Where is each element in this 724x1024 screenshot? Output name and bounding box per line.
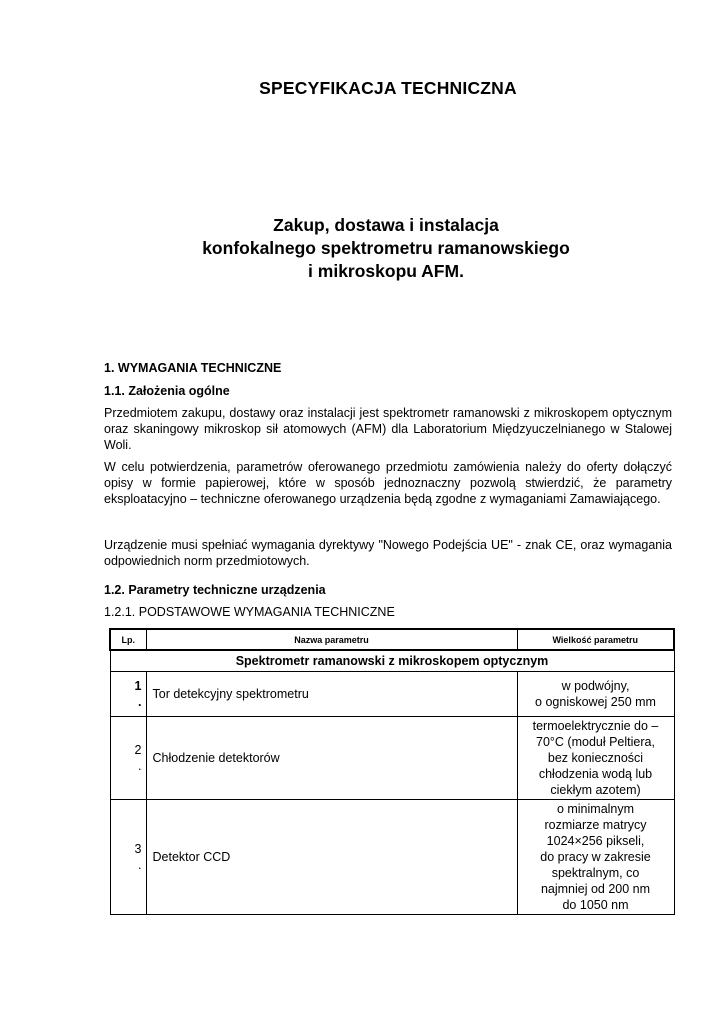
header-parameter-value: Wielkość parametru — [517, 629, 674, 650]
paragraph-confirmation: W celu potwierdzenia, parametrów oferowanego przedmiotu zamówienia należy do oferty dołączyć opisy w formie papierowej, które w sposób jednoznaczny pozwolą stwierdzić, że parametry eksploatacyjno – techniczne oferowanego urządzenia będą zgodne z wymaganiami Zamawiającego. — [104, 460, 672, 506]
document-subtitle — [0, 214, 724, 283]
table-section-row — [110, 650, 674, 672]
row-number: 3 . — [110, 800, 146, 915]
table-row — [110, 800, 674, 915]
subtitle-line-2: konfokalnego spektrometru ramanowskiego — [202, 238, 570, 258]
table-header-row — [110, 629, 674, 650]
row-number: 2 . — [110, 717, 146, 800]
section-1-heading: 1. WYMAGANIA TECHNICZNE — [104, 361, 282, 375]
table-row — [110, 717, 674, 800]
paragraph-subject: Przedmiotem zakupu, dostawy oraz instalacji jest spektrometr ramanowski z mikroskopem optycznym oraz skaningowy mikroskop sił atomowych (AFM) dla Laboratorium Międzyuczelnianego w Stalowej Woli. — [104, 406, 672, 452]
row-parameter-value: w podwójny, o ogniskowej 250 mm — [517, 672, 674, 717]
row-parameter-name: Chłodzenie detektorów — [146, 717, 517, 800]
section-1-2-heading: 1.2. Parametry techniczne urządzenia — [104, 583, 326, 597]
row-number: 1 . — [110, 672, 146, 717]
section-1-2-1-heading: 1.2.1. PODSTAWOWE WYMAGANIA TECHNICZNE — [104, 605, 395, 619]
row-parameter-name: Detektor CCD — [146, 800, 517, 915]
header-lp: Lp. — [110, 629, 146, 650]
row-parameter-value: termoelektrycznie do – 70°C (moduł Peltiera, bez konieczności chłodzenia wodą lub ciekłym azotem) — [517, 717, 674, 800]
row-parameter-name: Tor detekcyjny spektrometru — [146, 672, 517, 717]
table-row — [110, 672, 674, 717]
section-1-1-heading: 1.1. Założenia ogólne — [104, 384, 230, 398]
technical-parameters-table — [109, 628, 675, 915]
document-title: SPECYFIKACJA TECHNICZNA — [259, 78, 517, 98]
paragraph-ce-requirements: Urządzenie musi spełniać wymagania dyrektywy "Nowego Podejścia UE" - znak CE, oraz wymagania odpowiednich norm przedmiotowych. — [104, 538, 672, 568]
subtitle-line-1: Zakup, dostawa i instalacja — [273, 215, 499, 235]
subtitle-line-3: i mikroskopu AFM. — [308, 261, 464, 281]
header-parameter-name: Nazwa parametru — [146, 629, 517, 650]
row-parameter-value: o minimalnym rozmiarze matrycy 1024×256 pikseli, do pracy w zakresie spektralnym, co najmniej od 200 nm do 1050 nm — [517, 800, 674, 915]
table-section-title: Spektrometr ramanowski z mikroskopem optycznym — [110, 650, 674, 672]
